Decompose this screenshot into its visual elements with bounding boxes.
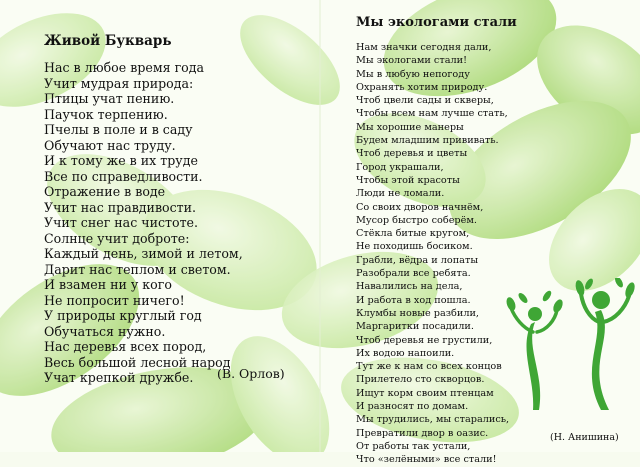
poem-line: И работа в ход пошла. <box>356 294 471 306</box>
poem-line: Ищут корм своим птенцам <box>356 387 494 399</box>
poem-line: Дарит нас теплом и светом. <box>44 261 231 277</box>
poem-line: Не походишь босиком. <box>356 241 473 253</box>
poem-line: Разобрали все ребята. <box>356 268 471 280</box>
poem-line: И разносят по домам. <box>356 401 469 413</box>
poem-line: Весь большой лесной народ <box>44 354 231 370</box>
poem-right-lines <box>356 41 517 467</box>
poem-line: Чтобы этой красоты <box>356 174 460 186</box>
poem-line: Охранять хотим природу. <box>356 81 488 93</box>
poem-line: Чтоб деревья и цветы <box>356 148 468 160</box>
poem-right <box>356 15 517 467</box>
poem-line: Клумбы новые разбили, <box>356 307 480 319</box>
poem-line: Не попросит ничего! <box>44 292 185 308</box>
poem-line: Пчелы в поле и в саду <box>44 122 193 137</box>
poem-line: Со своих дворов начнём, <box>356 201 484 213</box>
poem-line: И к тому же в их труде <box>44 153 198 168</box>
poem-line: Солнце учит доброте: <box>44 230 190 246</box>
poem-line: Прилетело сто скворцов. <box>356 374 485 386</box>
poem-line: Грабли, вёдра и лопаты <box>356 254 479 266</box>
poem-line: Каждый день, зимой и летом, <box>44 246 243 261</box>
poem-right-author: (Н. Анишина) <box>550 432 619 443</box>
poem-line: Нас деревья всех пород, <box>44 339 207 354</box>
poem-line: Обучаться нужно. <box>44 323 166 339</box>
poem-line: Превратили двор в оазис. <box>356 427 489 439</box>
poem-line: Люди не ломали. <box>356 188 445 200</box>
poem-line: Все по справедливости. <box>44 168 203 184</box>
poem-line: Что «зелёными» все стали! <box>356 454 497 466</box>
poem-line: Мусор быстро соберём. <box>356 214 477 226</box>
poem-line: Мы экологами стали! <box>356 55 467 67</box>
poem-line: Учат крепкой дружбе. <box>44 370 194 385</box>
poem-line: И взамен ни у кого <box>44 277 172 292</box>
poem-line: Нам значки сегодня дали, <box>356 42 492 53</box>
poem-line: Учит нас правдивости. <box>44 199 197 215</box>
poem-line: Мы в любую непогоду <box>356 68 470 80</box>
poem-line: Их водою напоили. <box>356 347 455 359</box>
poem-line: Чтоб деревья не грустили, <box>356 334 493 346</box>
poem-line: Чтобы всем нам лучше стать, <box>356 108 508 120</box>
poem-line: Мы хорошие манеры <box>356 121 464 133</box>
poem-line: Учит снег нас чистоте. <box>44 215 198 230</box>
eco-people-tree-emblem <box>505 278 637 413</box>
poem-line: У природы круглый год <box>44 308 202 323</box>
poem-line: Птицы учат пению. <box>44 91 175 106</box>
poem-line: Обучают нас труду. <box>44 137 176 153</box>
poem-line: Чтоб цвели сады и скверы, <box>356 95 494 107</box>
poem-left-title: Живой Букварь <box>44 33 172 49</box>
poem-line: От работы так устали, <box>356 440 471 452</box>
poem-line: Тут же к нам со всех концов <box>356 361 502 373</box>
poem-line: Будем младшим прививать. <box>356 135 499 147</box>
poem-line: Стёкла битые кругом, <box>356 228 470 240</box>
poem-line: Нас в любое время года <box>44 60 205 75</box>
poem-line: Мы трудились, мы старались, <box>356 414 510 426</box>
poem-left-lines <box>44 60 243 386</box>
poem-line: Маргаритки посадили. <box>356 321 474 333</box>
poem-left-author: (В. Орлов) <box>217 366 285 381</box>
poem-line: Город украшали, <box>356 161 444 173</box>
poem-left <box>44 33 243 386</box>
poem-line: Отражение в воде <box>44 184 166 199</box>
poem-line: Навалились на дела, <box>356 281 463 293</box>
poem-line: Учит мудрая природа: <box>44 75 194 91</box>
poem-line: Паучок терпению. <box>44 106 168 122</box>
poem-right-title: Мы экологами стали <box>356 15 517 30</box>
